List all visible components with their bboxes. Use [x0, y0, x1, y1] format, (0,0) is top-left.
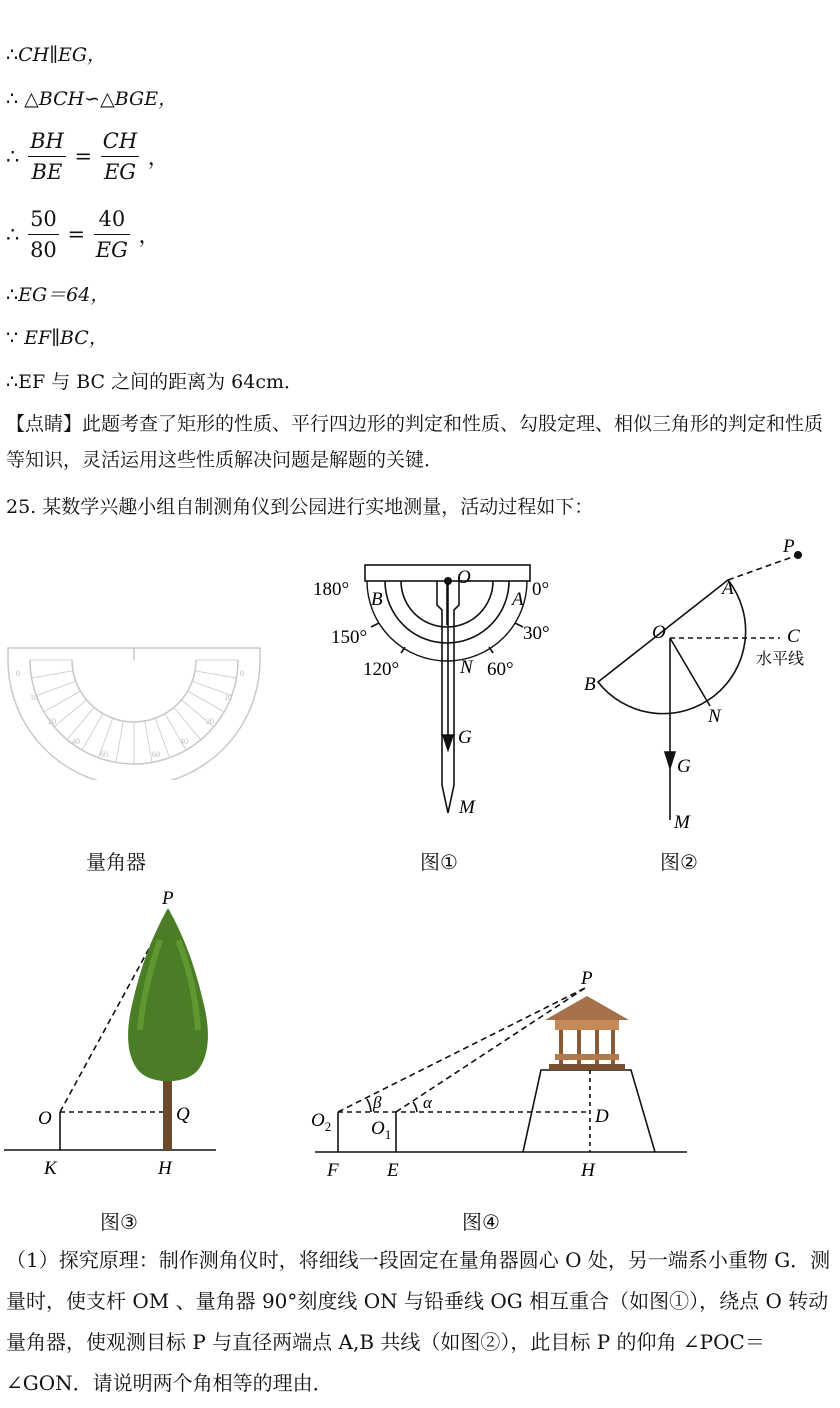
solution-line-1: ∴CH∥EG， [6, 44, 107, 66]
solution-line-7: ∴EF 与 BC 之间的距离为 64cm． [6, 371, 303, 393]
protractor-tick [188, 691, 224, 712]
comment-text: 此题考查了矩形的性质、平行四边形的判定和性质、勾股定理、相似三角形的判定和性质等知识，灵活运用这些性质解决问题是解题的关键． [6, 413, 824, 471]
fig2-label-b: B [584, 674, 596, 695]
fig1-deg-150: 150° [331, 627, 368, 648]
fraction-40-eg: $\frac{40}{EG}$ [94, 204, 130, 265]
fig1-label-n: N [460, 657, 473, 678]
fig1-label-g: G [458, 727, 472, 748]
fig4-label-d: D [595, 1106, 609, 1127]
fig1-deg-0: 0° [532, 579, 550, 600]
fig1-label-b: B [371, 589, 383, 610]
protractor-tick [116, 721, 123, 762]
fig1-deg-120: 120° [363, 659, 400, 680]
fig4-label-o1: $O_1$ [371, 1118, 392, 1142]
fig2-label-o: O [652, 622, 666, 643]
fig3-label-p: P [162, 888, 174, 909]
fig3-label-o: O [38, 1108, 52, 1129]
fig2-label-m: M [674, 812, 690, 833]
protractor-tick [36, 681, 75, 695]
comment-tag: 【点睛】 [6, 413, 83, 435]
part1-paragraph: （1）探究原理：制作测角仪时，将细线一段固定在量角器圆心 O 处，另一端系小重物 G．测量时，使支杆 OM 、量角器 90°刻度线 ON 与铅垂线 OG 相互重合（如图①），绕点 O 转动量角器，使观测目标 P 与直径两端点 A,B 共线（如图②），此目标 P 的仰角 ∠POC＝∠GON．请说明两个角相等的理由． [6, 1248, 831, 1395]
protractor-figure [0, 640, 270, 780]
caption-fig4: 图④ [462, 1210, 500, 1234]
svg-text:0: 0 [240, 669, 244, 678]
svg-text:20: 20 [48, 717, 56, 726]
caption-fig2: 图② [660, 850, 698, 874]
solution-line-3: ∴ $\frac{BH}{BE}$ = $\frac{CH}{EG}$ ， [6, 126, 169, 187]
solution-line-4: ∴ $\frac{50}{80}$ = $\frac{40}{EG}$ ， [6, 204, 160, 265]
fig3-label-h: H [158, 1158, 172, 1179]
fraction-50-80: $\frac{50}{80}$ [28, 204, 59, 265]
pavilion-icon [545, 996, 629, 1070]
question-25 [6, 494, 593, 520]
fig4-label-f: F [327, 1160, 339, 1181]
protractor-tick [32, 671, 73, 678]
fraction-bh-be: $\frac{BH}{BE}$ [28, 126, 66, 187]
svg-text:60: 60 [100, 750, 108, 759]
fig3-label-k: K [44, 1158, 57, 1179]
fig2-label-n: N [708, 706, 721, 727]
fig2-label-horizontal: 水平线 [756, 651, 805, 668]
svg-text:20: 20 [206, 717, 214, 726]
svg-text:60: 60 [152, 750, 160, 759]
fraction-ch-eg: $\frac{CH}{EG}$ [101, 126, 139, 187]
protractor-tick [145, 721, 152, 762]
solution-line-6: ∵ EF∥BC， [6, 327, 108, 349]
protractor-tick [195, 671, 236, 678]
fig1-label-m: M [459, 797, 475, 818]
svg-text:40: 40 [180, 737, 188, 746]
fig4-label-e: E [387, 1160, 399, 1181]
caption-protractor: 量角器 [86, 850, 146, 874]
fig4-label-o2: $O_2$ [311, 1110, 332, 1134]
fig2-label-g: G [677, 756, 691, 777]
fig4-label-p: P [581, 968, 593, 989]
fig2-label-c: C [787, 626, 800, 647]
fig3-label-q: Q [176, 1104, 190, 1125]
protractor-tick [82, 714, 103, 750]
solution-line-2: ∴ △BCH∽△BGE， [6, 88, 178, 110]
question-number: 25. [6, 496, 37, 518]
figure-4 [305, 960, 705, 1185]
caption-fig3: 图③ [100, 1210, 138, 1234]
svg-text:10: 10 [224, 693, 232, 702]
caption-fig1: 图① [420, 850, 458, 874]
svg-text:40: 40 [72, 737, 80, 746]
solution-line-5: ∴EG＝64， [6, 284, 110, 306]
protractor-tick [44, 691, 80, 712]
fig1-label-o: O [457, 567, 471, 588]
svg-text:10: 10 [30, 693, 38, 702]
fig2-label-p: P [783, 536, 795, 557]
question-text: 某数学兴趣小组自制测角仪到公园进行实地测量，活动过程如下： [42, 496, 594, 518]
fig4-label-alpha: α [423, 1093, 432, 1112]
fig1-label-a: A [512, 589, 524, 610]
fig4-label-beta: β [373, 1093, 382, 1112]
comment-paragraph [6, 406, 834, 478]
figure-1 [305, 555, 560, 825]
fig1-deg-30: 30° [523, 623, 550, 644]
fig2-label-a: A [722, 578, 734, 599]
fig1-deg-180: 180° [313, 579, 350, 600]
figure-3 [0, 880, 230, 1180]
svg-text:0: 0 [16, 669, 20, 678]
fig1-deg-60: 60° [487, 659, 514, 680]
figure-2 [570, 530, 835, 840]
fig4-label-h: H [581, 1160, 595, 1181]
